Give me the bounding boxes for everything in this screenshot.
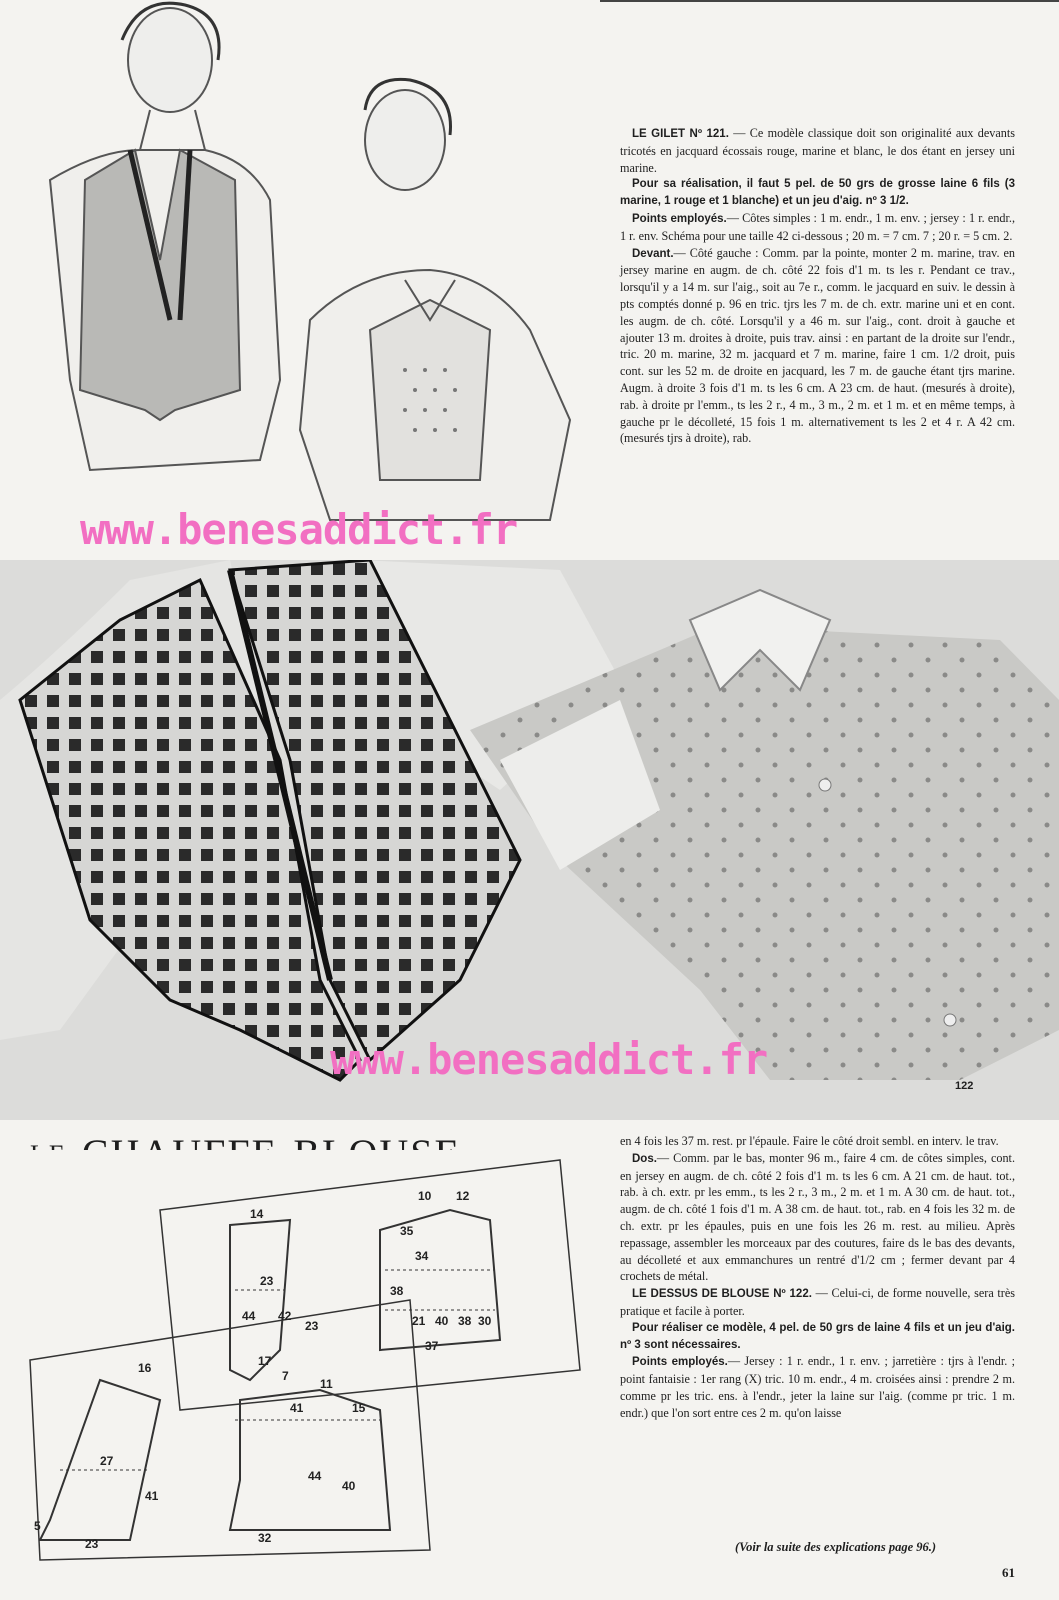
page-number: 61 (1002, 1565, 1015, 1580)
schema-label-27: 27 (100, 1454, 114, 1468)
dos-text: — Comm. par le bas, monter 96 m., faire 4 cm. de côtes simples, cont. en jersey en augm. de ch. côté 2 fois d'1 m. ts les 6 cm. A 21 cm. de haut. tot., rab. à ch. extr. pr les emm., ts les 2 r., 3 m., 2 m. et 1 m. A 30 cm. de haut. tot., augm. de ch. côté 1 fois d'1 m. A 38 cm. de haut. tot., rab. en 4 fois les 32 m. de ch. extr. pr les épaules, puis en une fois les 26 m. rest. au milieu. Après repassage, assembler les morceaux par des coutures, faire ds le bas des devants, au décolleté et aux emmanchures un rentré d'1/2 cm ; fermer devant par 4 crochets de métal. (620, 1150, 1015, 1284)
schema-label-11: 11 (320, 1377, 333, 1391)
dessus-points-paragraph (620, 1353, 1015, 1421)
text-column-bottom (620, 1133, 1015, 1422)
schema-label-12: 12 (456, 1189, 470, 1203)
schema-label-23b: 23 (305, 1319, 319, 1333)
schema-label-7: 7 (282, 1369, 289, 1383)
schema-label-32: 32 (258, 1531, 272, 1545)
schema-label-15: 15 (352, 1401, 366, 1415)
gilet-heading: LE GILET Nº 121. (632, 128, 729, 140)
schema-label-17: 17 (258, 1354, 272, 1368)
dessus-paragraph (620, 1285, 1015, 1320)
gilet-points-label: Points employés. (632, 212, 727, 225)
schema-blouse-back (230, 1390, 390, 1530)
schema-label-34: 34 (415, 1249, 429, 1263)
gilet-paragraph (620, 125, 1015, 176)
schema-label-14: 14 (250, 1207, 264, 1221)
schema-label-10: 10 (418, 1189, 432, 1203)
schema-label-5: 5 (34, 1519, 41, 1533)
schema-label-35: 35 (400, 1224, 414, 1238)
schema-label-23a: 23 (260, 1274, 274, 1288)
dessus-points-label: Points employés. (632, 1356, 728, 1369)
footnote-continuation: (Voir la suite des explications page 96.) (735, 1540, 937, 1554)
schema-label-44b: 44 (308, 1469, 322, 1483)
schema-label-38b: 38 (458, 1314, 472, 1328)
gilet-devant-label: Devant. (632, 247, 674, 260)
gilet-points-paragraph (620, 210, 1015, 245)
dessus-materials: Pour réaliser ce modèle, 4 pel. de 50 grs de laine 4 fils et un jeu d'aig. nº 3 sont nécessaires. (620, 1321, 1015, 1351)
knitting-schema-drawing (20, 1150, 590, 1570)
schema-card-gilet (160, 1160, 580, 1410)
dessus-points-text: — Jersey : 1 r. endr., 1 r. env. ; jarretière : tjrs à l'endr. ; point fantaisie : 1er rang (X) tric. 10 m. endr., 4 m. croisées ainsi : prendre 2 m. comme pr les tric. ens. à l'endr., jeter la laine sur l'aig. (comme pr tric. 1 m. endr.) que l'on sort entre ces 2 m. qu'on laisse (620, 1354, 1016, 1420)
schema-label-30: 30 (478, 1314, 492, 1328)
schema-label-37: 37 (425, 1339, 439, 1353)
dos-label: Dos. (632, 1152, 657, 1165)
schema-label-42: 42 (278, 1309, 292, 1323)
gilet-points-text: — Côtes simples : 1 m. endr., 1 m. env. ; jersey : 1 r. endr., 1 r. env. Schéma pour une taille 42 ci-dessous ; 20 m. = 7 cm. 7 ; 20 r. = 5 cm. 2. (620, 210, 1016, 243)
dessus-intro: — Celui-ci, de forme nouvelle, sera très pratique et facile à porter. (620, 1286, 1016, 1318)
watermark-top: www.benesaddict.fr (80, 505, 518, 554)
text-column-top (620, 125, 1015, 447)
schema-label-41a: 41 (145, 1489, 159, 1503)
fashion-sketch-illustration (10, 0, 600, 560)
dessus-heading: LE DESSUS DE BLOUSE Nº 122. (632, 1288, 812, 1301)
schema-label-44a: 44 (242, 1309, 256, 1323)
schema-label-21: 21 (412, 1314, 426, 1328)
dos-paragraph (620, 1150, 1015, 1285)
gilet-materials: Pour sa réalisation, il faut 5 pel. de 50 grs de grosse laine 6 fils (3 marine, 1 rouge et 1 blanche) et un jeu d'aig. nº 3 1/2. (620, 178, 1015, 208)
schema-label-41b: 41 (290, 1401, 304, 1415)
gilet-devant-paragraph (620, 245, 1015, 448)
gilet-intro: — Ce modèle classique doit son originalité aux devants tricotés en jacquard écossais rouge, marine et blanc, le dos étant en jersey uni marine. (620, 126, 1016, 175)
schema-label-38a: 38 (390, 1284, 404, 1298)
gilet-devant-text: — Côté gauche : Comm. par la pointe, monter 2 m. marine, trav. en jersey marine en augm. de ch. côté 22 fois d'1 m. ts les r. Pendant ce trav., lorsqu'il y a 14 m. sur l'aig., soit au 7e r., comm. le jacquard en suiv. le dessin à pts comptés donné p. 96 en tric. tjrs les 7 m. de ch. extr. marine uni et en cont. les augm. de ch. côté. Lorsqu'il y a 46 m. sur l'aig., cont. droit à gauche et ajouter 13 m. droites à droite, puis trav. ainsi : en partant de la droite sur l'endr., tric. 20 m. marine, 32 m. jacquard et 7 m. marine, faire 1 cm. 1/2 droit, puis cont. sur les 52 m. de droite en jacquard, les 7 m. de gauche étant tjrs marine. Augm. à droite 3 fois d'1 m. ts les 6 cm. A 23 cm. de haut. (mesurés à droite), rab. à droite pr l'emm., ts les 2 r., 4 m., 3 m., 2 m. et 1 m. et en même temps, à gauche pr le décolleté, 15 fois 1 m. alternativement ts les 2 et 4 r. A 42 cm. (mesurés tjrs à droite), rab. (620, 245, 1015, 446)
gilet-continued: en 4 fois les 37 m. rest. pr l'épaule. Faire le côté droit sembl. en interv. le trav. (620, 1134, 999, 1148)
figure-number: 122 (955, 1080, 974, 1092)
schema-label-40a: 40 (435, 1314, 449, 1328)
schema-label-23c: 23 (85, 1537, 99, 1551)
schema-label-16: 16 (138, 1361, 152, 1375)
schema-back-piece (380, 1210, 500, 1350)
knitting-schema (20, 1150, 590, 1570)
watermark-bottom: www.benesaddict.fr (330, 1035, 768, 1084)
fashion-sketch-drawing (10, 0, 600, 560)
schema-label-40b: 40 (342, 1479, 356, 1493)
